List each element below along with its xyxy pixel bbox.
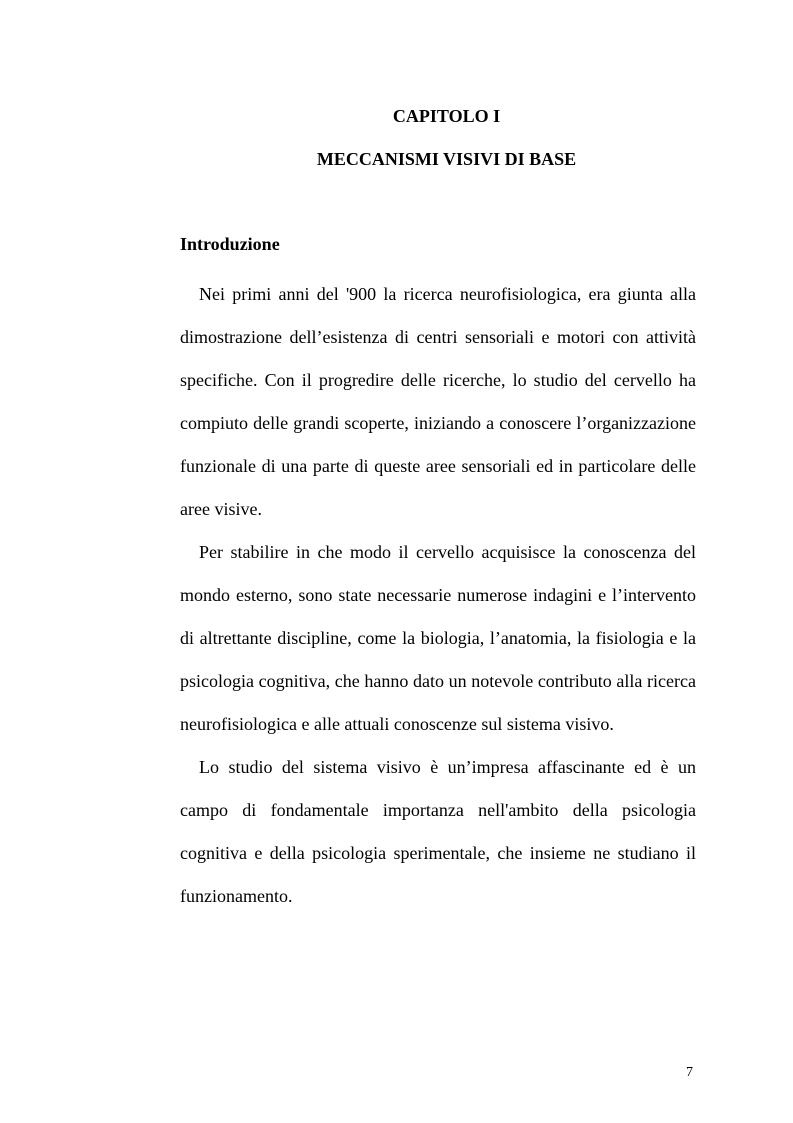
section-heading: Introduzione bbox=[180, 234, 280, 254]
chapter-title: MECCANISMI VISIVI DI BASE bbox=[316, 149, 577, 169]
chapter-number: CAPITOLO I bbox=[392, 106, 501, 126]
paragraph-3: Lo studio del sistema visivo è un’impresa affascinante ed è un campo di fondamentale importanza nell'ambito della psicologia cognitiva e della psicologia sperimentale, che insieme ne studiano il funzionamento. bbox=[180, 757, 696, 906]
paragraph-2: Per stabilire in che modo il cervello acquisisce la conoscenza del mondo esterno, sono state necessarie numerose indagini e l’intervento di altrettante discipline, come la biologia, l’anatomia, la fisiologia e la psicologia cognitiva, che hanno dato un notevole contributo alla ricerca neurofisiologica e alle attuali conoscenze sul sistema visivo. bbox=[180, 542, 696, 734]
paragraph-1: Nei primi anni del '900 la ricerca neurofisiologica, era giunta alla dimostrazione dell’esistenza di centri sensoriali e motori con attività specifiche. Con il progredire delle ricerche, lo studio del cervello ha compiuto delle grandi scoperte, iniziando a conoscere l’organizzazione funzionale di una parte di queste aree sensoriali ed in particolare delle aree visive. bbox=[180, 284, 696, 519]
page-number: 7 bbox=[686, 1065, 693, 1080]
body-text bbox=[180, 273, 696, 918]
